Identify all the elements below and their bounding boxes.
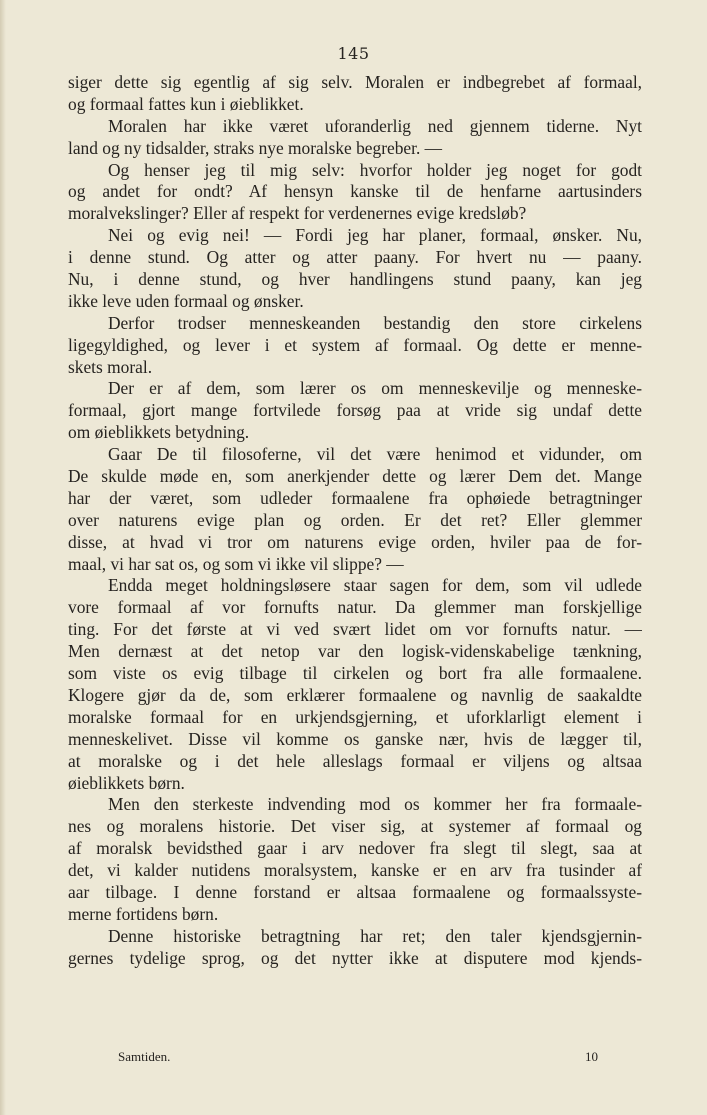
text-line: over naturens evige plan og orden. Er det ret? Eller glemmer	[68, 509, 642, 530]
journal-name: Samtiden.	[118, 1049, 171, 1064]
text-line: ikke leve uden formaal og ønsker.	[68, 290, 304, 311]
text-line: gernes tydelige sprog, og det nytter ikke at disputere mod kjends-	[68, 947, 642, 968]
text-line: det, vi kalder nutidens moralsystem, kanske er en arv fra tusinder af	[68, 860, 642, 881]
text-line: som viste os evig tilbage til cirkelen og bort fra alle formaalene.	[68, 663, 642, 684]
text-line: moralvekslinger? Eller af respekt for verdenernes evige kredsløb?	[68, 203, 527, 224]
text-line: maal, vi har sat os, og som vi ikke vil slippe? —	[68, 553, 404, 574]
paragraph-first-line: Denne historiske betragtning har ret; den taler kjendsgjernin-	[108, 925, 642, 946]
page-number: 145	[337, 44, 370, 63]
text-line: De skulde møde en, som anerkjender dette og lærer Dem det. Mange	[68, 466, 642, 487]
text-line: i denne stund. Og atter og atter paany. For hvert nu — paany.	[68, 247, 642, 268]
text-line: ligegyldighed, og lever i et system af formaal. Og dette er menne-	[68, 334, 642, 355]
text-line: skets moral.	[68, 356, 153, 377]
signature-mark: 10	[585, 1049, 598, 1064]
text-line: aar tilbage. I denne forstand er altsaa formaalene og formaalssyste-	[68, 881, 642, 902]
paragraph-first-line: Nei og evig nei! — Fordi jeg har planer, formaal, ønsker. Nu,	[108, 225, 642, 246]
paragraph-first-line: Derfor trodser menneskeanden bestandig den store cirkelens	[108, 312, 642, 333]
paragraph-first-line: Der er af dem, som lærer os om menneskevilje og menneske-	[108, 378, 642, 399]
text-line: har der været, som udleder formaalene fra ophøiede betragtninger	[68, 487, 642, 508]
text-line: merne fortidens børn.	[68, 903, 219, 924]
text-line: vore formaal af vor fornufts natur. Da glemmer man forskjellige	[68, 597, 642, 618]
text-line: af moralsk bevidsthed gaar i arv nedover fra slegt til slegt, saa at	[68, 838, 642, 859]
body-text	[68, 72, 642, 970]
paragraph-first-line: Moralen har ikke været uforanderlig ned gjennem tiderne. Nyt	[108, 115, 642, 136]
text-line: disse, at hvad vi tror om naturens evige orden, hviler paa de for-	[68, 531, 642, 552]
text-line: nes og moralens historie. Det viser sig, at systemer af formaal og	[68, 816, 642, 837]
text-line: land og ny tidsalder, straks nye moralske begreber. —	[68, 137, 443, 158]
page-edge	[0, 0, 6, 1115]
text-line: moralske formaal for en urkjendsgjerning, et uforklarligt element i	[68, 706, 642, 727]
text-line: og andet for ondt? Af hensyn kanske til de henfarne aartusinders	[68, 181, 642, 202]
paragraph-first-line: Og henser jeg til mig selv: hvorfor holder jeg noget for godt	[108, 159, 642, 180]
text-line: formaal, gjort mange fortvilede forsøg paa at vride sig undaf dette	[68, 400, 642, 421]
text-line: Nu, i denne stund, og hver handlingens stund paany, kan jeg	[68, 269, 642, 290]
paragraph-first-line: Endda meget holdningsløsere staar sagen for dem, som vil udlede	[108, 575, 642, 596]
paragraph-first-line: Gaar De til filosoferne, vil det være henimod et vidunder, om	[108, 444, 642, 465]
text-line: og formaal fattes kun i øieblikket.	[68, 93, 304, 114]
text-line: Men dernæst at det netop var den logisk-videnskabelige tænkning,	[68, 641, 642, 662]
text-line: siger dette sig egentlig af sig selv. Moralen er indbegrebet af formaal,	[68, 72, 642, 92]
text-line: ting. For det første at vi ved svært lidet om vor fornufts natur. —	[68, 619, 642, 640]
text-line: om øieblikkets betydning.	[68, 422, 250, 443]
paragraph-first-line: Men den sterkeste indvending mod os kommer her fra formaale-	[108, 794, 642, 815]
text-line: øieblikkets børn.	[68, 772, 185, 793]
text-line: menneskelivet. Disse vil komme os ganske nær, hvis de lægger til,	[68, 728, 642, 749]
text-line: at moralske og i det hele alleslags formaal er viljens og altsaa	[68, 750, 642, 771]
page-footer	[118, 1049, 598, 1067]
text-line: Klogere gjør da de, som erklærer formaalene og navnlig de saakaldte	[68, 684, 642, 705]
